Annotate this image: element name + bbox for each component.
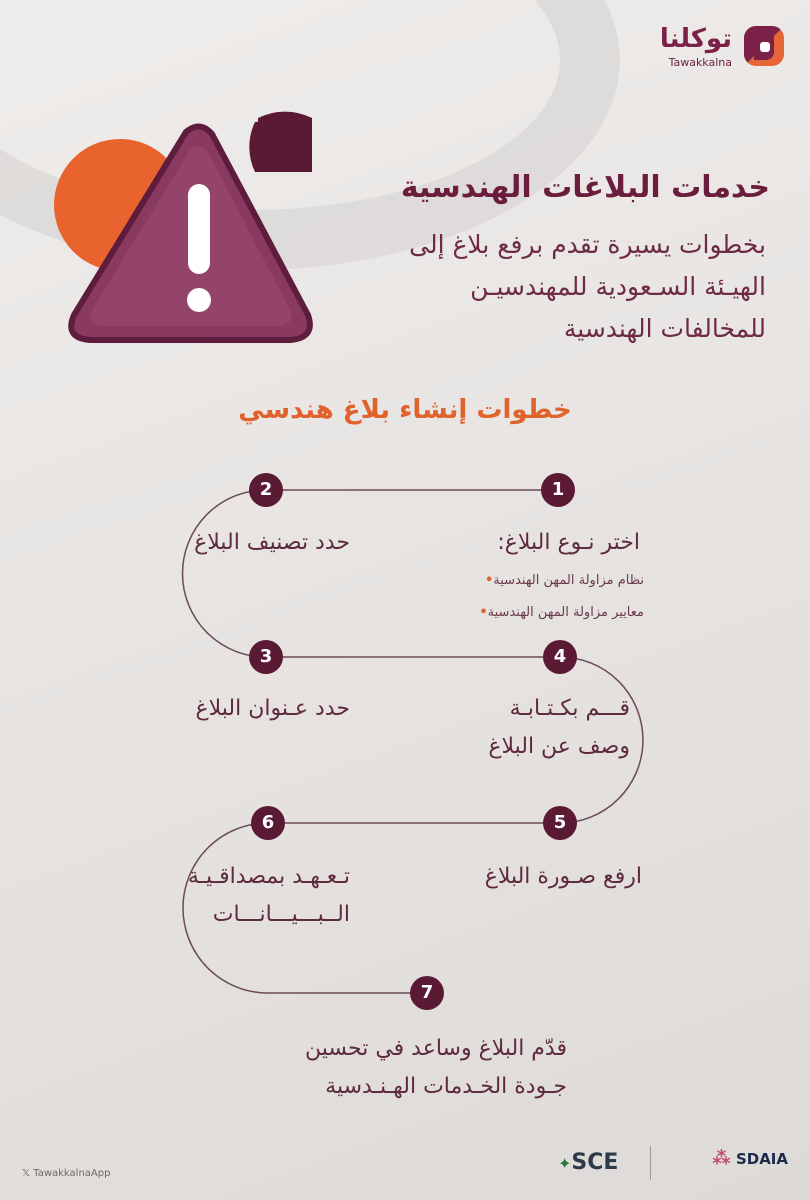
step-3-text: حدد عـنوان البلاغ — [195, 696, 350, 721]
partner-logos — [558, 1142, 788, 1186]
step-4-line: وصف عن البلاغ — [488, 734, 630, 759]
step-1-bullet — [364, 573, 644, 588]
step-6-line: تـعـهـد بمصداقـيـة — [187, 864, 350, 889]
step-number-4: 4 — [543, 640, 577, 674]
sdaia-logo — [712, 1148, 788, 1169]
social-handle — [22, 1168, 110, 1179]
logo-english-text: Tawakkalna — [668, 56, 732, 69]
step-6-line: الــبـــيـــانـــات — [212, 902, 350, 927]
step-1-text: اختر نـوع البلاغ: — [497, 530, 640, 555]
sce-logo — [558, 1150, 618, 1175]
step-4-line: قـــم بكـتـابـة — [509, 696, 630, 721]
step-7-line: قدّم البلاغ وساعد في تحسين — [305, 1036, 567, 1061]
step-2-text: حدد تصنيف البلاغ — [194, 530, 350, 555]
step-4-text — [370, 690, 630, 766]
step-number-3: 3 — [249, 640, 283, 674]
step-number-6: 6 — [251, 806, 285, 840]
page-title: خدمات البلاغات الهندسية — [400, 170, 770, 205]
logo-divider — [650, 1146, 651, 1180]
subtitle-line: بخطوات يسيرة تقدم برفع بلاغ إلى — [409, 230, 766, 259]
sdaia-logo-text: SDAIA — [735, 1150, 788, 1168]
step-6-text — [90, 858, 350, 934]
step-7-text — [147, 1030, 567, 1106]
step-number-2: 2 — [249, 473, 283, 507]
sce-logo-text: SCE — [571, 1150, 619, 1175]
step-number-5: 5 — [543, 806, 577, 840]
step-number-7: 7 — [410, 976, 444, 1010]
step-5-text: ارفع صـورة البلاغ — [484, 864, 642, 889]
bullet-dot-icon: • — [484, 573, 494, 588]
step-number-1: 1 — [541, 473, 575, 507]
subtitle-line: الهيـئة السـعودية للمهندسيـن — [470, 272, 766, 301]
sce-emblem-icon: ✦ — [558, 1154, 572, 1173]
bullet-text: نظام مزاولة المهن الهندسية — [493, 573, 644, 588]
x-icon: 𝕏 — [22, 1168, 34, 1179]
subtitle-line: للمخالفات الهندسية — [563, 314, 766, 343]
bullet-dot-icon: • — [479, 605, 488, 620]
step-1-bullet — [364, 605, 644, 620]
social-handle-text: TawakkalnaApp — [33, 1168, 111, 1179]
logo-arabic-text: توكلنا — [659, 24, 732, 54]
step-7-line: جـودة الخـدمات الهـنـدسية — [325, 1074, 567, 1099]
sdaia-dots-icon: ⁂ — [712, 1148, 731, 1169]
bullet-text: معايير مزاولة المهن الهندسية — [487, 605, 644, 620]
steps-section-title: خطوات إنشاء بلاغ هندسي — [238, 395, 572, 425]
